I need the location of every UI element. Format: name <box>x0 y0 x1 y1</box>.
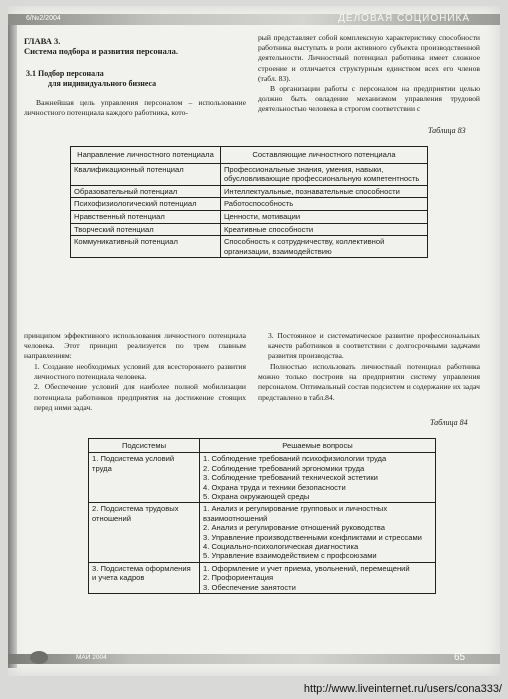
table-row <box>89 453 436 503</box>
list-item: 2. Обеспечение условий для наиболее полной мобилизации потенциала работников предприятия на достижение стоящих перед ними задач. <box>34 382 246 412</box>
table-row <box>71 210 428 223</box>
subsystem-name: 1. Подсистема условий труда <box>89 453 200 503</box>
column-header: Подсистемы <box>89 439 200 453</box>
table-cell: Креативные способности <box>220 223 427 236</box>
paragraph-principle: принципом эффективного использования личностного потенциала человека. Этот принцип реализуется по трем главным направлениям: <box>24 331 246 361</box>
subsystem-tasks <box>200 503 436 562</box>
list-item: 2. Анализ и регулирование отношений руководства <box>203 523 385 533</box>
intro-paragraph-left: Важнейшая цель управления персоналом – использование личностного потенциала каждого работника, кото- <box>24 98 246 118</box>
column-header: Составляющие личностного потенциала <box>220 147 427 164</box>
table-cell: Работоспособность <box>220 198 427 211</box>
list-item: 3. Обеспечение занятости <box>203 582 296 592</box>
intro-paragraph-right: рый представляет собой комплексную характеристику способности работника выступать в роли активного субъекта производственной деятельности. Личностный потенциал работника имеет сложное строение и отличается структурным единством всех его членов (табл. 83). <box>258 33 480 83</box>
list-item: 2. Профориентация <box>203 573 274 583</box>
subsystem-tasks <box>200 453 436 503</box>
table-row <box>71 236 428 258</box>
table-cell: Психофизиологический потенциал <box>71 198 221 211</box>
table-row <box>71 185 428 198</box>
list-item-3: 3. Постоянное и систематическое развитие профессиональных качеств работников в соответствии с долгосрочными задачами развития производства. <box>268 331 480 361</box>
page-number: 65 <box>454 652 466 663</box>
subsystem-name: 2. Подсистема трудовых отношений <box>89 503 200 562</box>
table-header-row <box>71 147 428 164</box>
magazine-title: ДЕЛОВАЯ СОЦИОНИКА <box>338 13 470 24</box>
chapter-heading <box>24 36 224 56</box>
subsystem-name: 3. Подсистема оформления и учета кадров <box>89 562 200 593</box>
table-cell: Ценности, мотивации <box>220 210 427 223</box>
table84-caption: Таблица 84 <box>430 418 468 427</box>
chapter-number: ГЛАВА 3. <box>24 36 61 46</box>
subsystem-tasks <box>200 562 436 593</box>
list-item: 5. Охрана окружающей среды <box>203 492 310 502</box>
list-item: 1. Соблюдение требований психофизиологии труда <box>203 454 387 464</box>
list-item: 1. Создание необходимых условий для всестороннего развития личностного потенциала человека. <box>34 362 246 382</box>
section-heading <box>26 69 226 89</box>
list-item: 4. Охрана труда и техники безопасности <box>203 482 346 492</box>
table-cell: Образовательный потенциал <box>71 185 221 198</box>
list-item: 2. Соблюдение требований эргономики труда <box>203 463 365 473</box>
column-header: Направление личностного потенциала <box>71 147 221 164</box>
section-subtitle: для индивидуального бизнеса <box>48 79 157 88</box>
section-title: 3.1 Подбор персонала <box>26 69 104 78</box>
table-row <box>71 223 428 236</box>
list-item: 3. Соблюдение требований технической эстетики <box>203 473 378 483</box>
table-83 <box>70 146 428 258</box>
page-sheet <box>8 6 500 676</box>
table-cell: Профессиональные знания, умения, навыки, обусловливающие профессиональную компетентность <box>220 163 427 185</box>
column-header: Решаемые вопросы <box>200 439 436 453</box>
table-row <box>71 163 428 185</box>
issue-number: 6/№2/2004 <box>26 15 61 22</box>
issue-date: МАЙ 2004 <box>76 654 107 661</box>
table-cell: Интеллектуальные, познавательные способности <box>220 185 427 198</box>
table-cell: Нравственный потенциал <box>71 210 221 223</box>
table-cell: Способность к сотрудничеству, коллективной организации, взаимодействию <box>220 236 427 258</box>
table83-caption: Таблица 83 <box>428 126 466 135</box>
directions-list <box>24 362 246 413</box>
intro-paragraph-right-2: В организации работы с персоналом на предприятии целью должно быть овладение механизмом управления трудовой деятельностью человека в строгом соответствии с <box>258 84 480 114</box>
chapter-title: Система подбора и развития персонала. <box>24 46 179 56</box>
list-item: 3. Управление производственными конфликтами и стрессами <box>203 532 422 542</box>
table-cell: Квалификационный потенциал <box>71 163 221 185</box>
table-header-row <box>89 439 436 453</box>
table-cell: Коммуникативный потенциал <box>71 236 221 258</box>
paragraph-system: Полностью использовать личностный потенциал работника можно только построив на предприятии систему управления персоналом. Оптимальный состав подсистем и содержание их задач представлено в табл.84. <box>258 362 480 402</box>
table-cell: Творческий потенциал <box>71 223 221 236</box>
list-item: 1. Анализ и регулирование групповых и личностных взаимоотношений <box>203 504 388 523</box>
table-row <box>71 198 428 211</box>
list-item: 5. Управление взаимодействием с профсоюзами <box>203 551 377 561</box>
table-row <box>89 503 436 562</box>
table-row <box>89 562 436 593</box>
list-item: 1. Оформление и учет приема, увольнений, перемещений <box>203 563 410 573</box>
list-item: 4. Социально-психологическая диагностика <box>203 542 359 552</box>
binding-edge <box>8 20 17 668</box>
watermark-url: http://www.liveinternet.ru/users/cona333/ <box>303 683 502 695</box>
magazine-logo-icon <box>30 651 48 664</box>
table-84 <box>88 438 436 594</box>
